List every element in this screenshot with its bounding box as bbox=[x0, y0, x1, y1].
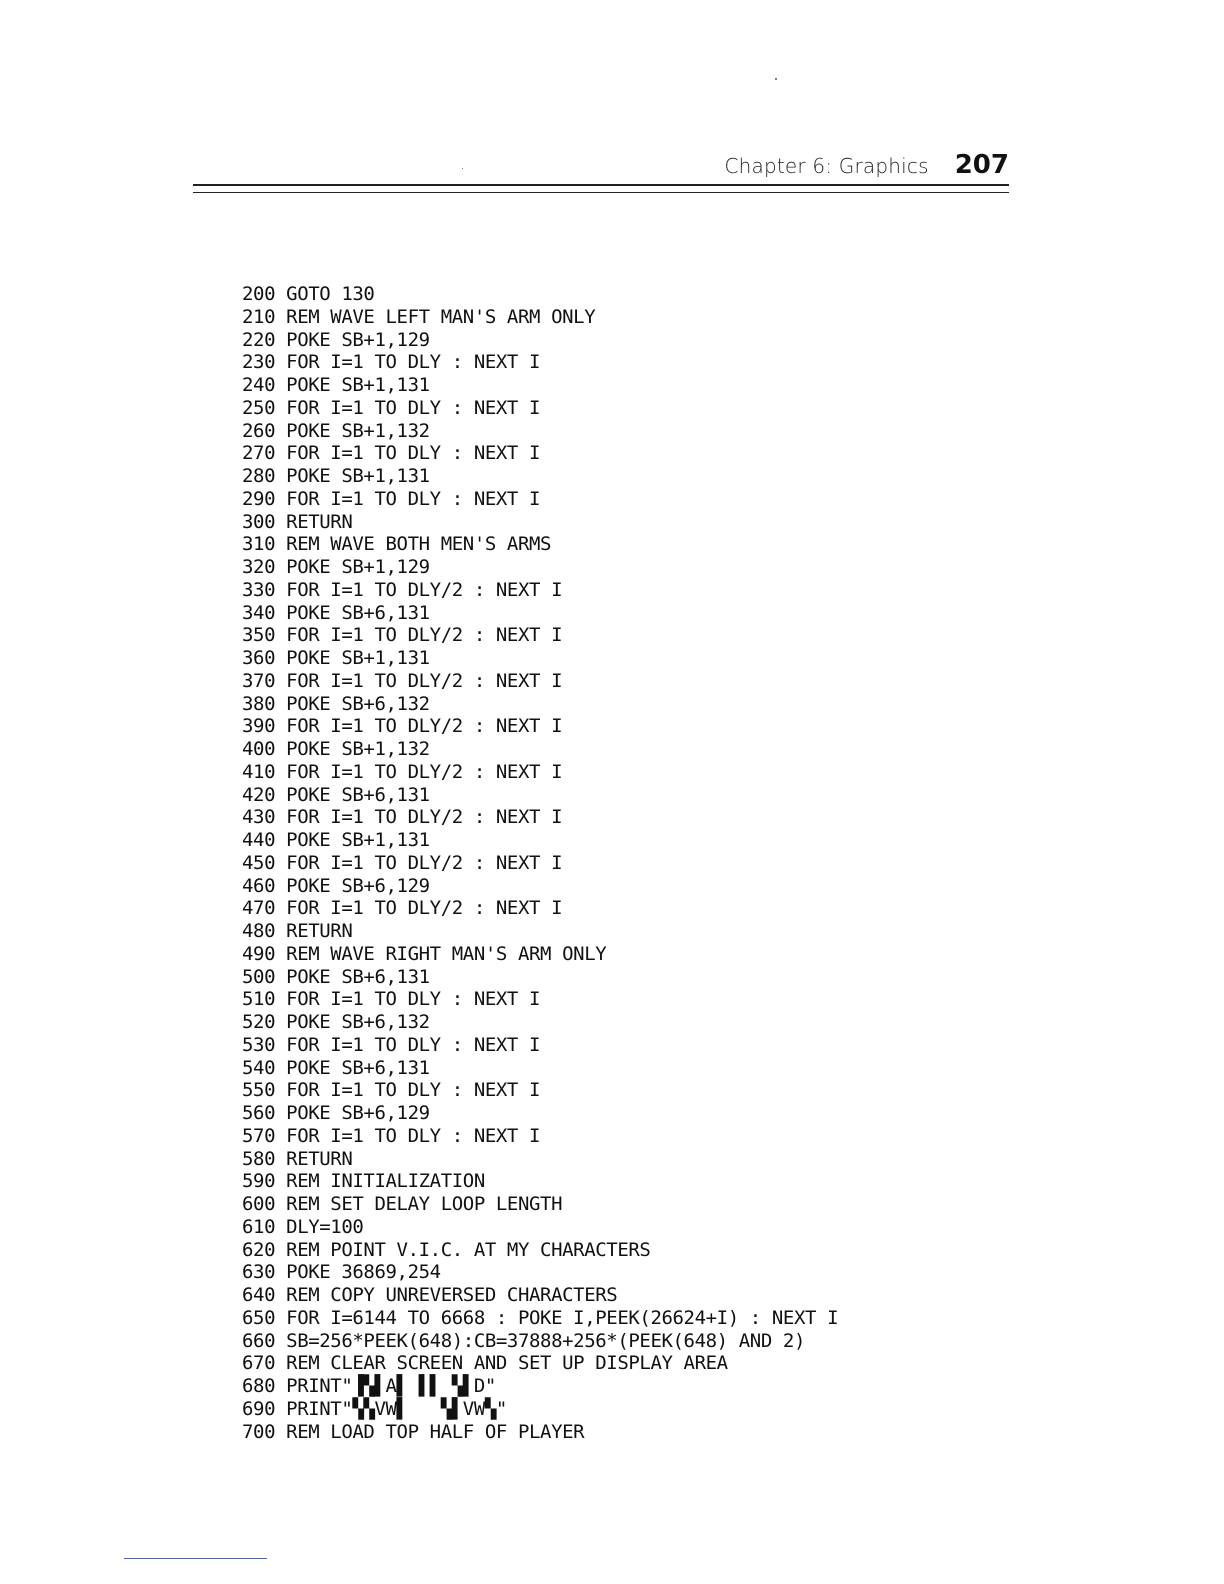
code-line: 470 FOR I=1 TO DLY/2 : NEXT I bbox=[242, 897, 563, 920]
code-line: 300 RETURN bbox=[242, 510, 353, 533]
code-line: 520 POKE SB+6,132 bbox=[242, 1011, 430, 1033]
code-line: 390 FOR I=1 TO DLY/2 : NEXT I bbox=[242, 715, 563, 738]
code-line: 420 POKE SB+6,131 bbox=[242, 783, 430, 806]
code-line: 350 FOR I=1 TO DLY/2 : NEXT I bbox=[242, 624, 563, 647]
footer-line bbox=[124, 1558, 267, 1559]
code-line: 620 REM POINT V.I.C. AT MY CHARACTERS bbox=[242, 1238, 651, 1261]
code-line: 210 REM WAVE LEFT MAN'S ARM ONLY bbox=[242, 305, 596, 328]
code-line: 340 POKE SB+6,131 bbox=[242, 601, 430, 624]
code-line: 430 FOR I=1 TO DLY/2 : NEXT I bbox=[242, 806, 563, 829]
code-line: 590 REM INITIALIZATION bbox=[242, 1170, 485, 1193]
code-line: 460 POKE SB+6,129 bbox=[242, 874, 430, 897]
code-line: 660 SB=256*PEEK(648):CB=37888+256*(PEEK(648) AND 2) bbox=[242, 1329, 805, 1352]
code-line: 680 PRINT"▐▚▌A▌ ▌▌ ▚▌D" bbox=[242, 1375, 496, 1397]
header-row bbox=[724, 150, 1009, 180]
code-line: 600 REM SET DELAY LOOP LENGTH bbox=[242, 1193, 563, 1215]
code-line: 480 RETURN bbox=[242, 920, 353, 942]
code-line: 280 POKE SB+1,131 bbox=[242, 465, 430, 487]
code-line: 250 FOR I=1 TO DLY : NEXT I bbox=[242, 396, 541, 419]
chapter-title: Chapter 6: Graphics bbox=[724, 154, 929, 178]
code-line: 650 FOR I=6144 TO 6668 : POKE I,PEEK(26624+I) : NEXT I bbox=[242, 1306, 839, 1329]
code-line: 440 POKE SB+1,131 bbox=[242, 829, 430, 851]
code-line: 570 FOR I=1 TO DLY : NEXT I bbox=[242, 1124, 541, 1147]
code-line: 400 POKE SB+1,132 bbox=[242, 738, 430, 760]
code-line: 490 REM WAVE RIGHT MAN'S ARM ONLY bbox=[242, 942, 607, 965]
code-line: 510 FOR I=1 TO DLY : NEXT I bbox=[242, 988, 541, 1011]
code-line: 290 FOR I=1 TO DLY : NEXT I bbox=[242, 487, 541, 510]
code-line: 540 POKE SB+6,131 bbox=[242, 1056, 430, 1079]
code-line: 380 POKE SB+6,132 bbox=[242, 692, 430, 715]
code-line: 310 REM WAVE BOTH MEN'S ARMS bbox=[242, 533, 552, 556]
code-line: 630 POKE 36869,254 bbox=[242, 1261, 441, 1284]
code-line: 700 REM LOAD TOP HALF OF PLAYER bbox=[242, 1420, 585, 1443]
code-line: 610 DLY=100 bbox=[242, 1215, 364, 1238]
code-line: 450 FOR I=1 TO DLY/2 : NEXT I bbox=[242, 851, 563, 874]
code-line: 640 REM COPY UNREVERSED CHARACTERS bbox=[242, 1284, 618, 1306]
scan-speck bbox=[462, 168, 463, 169]
code-line: 270 FOR I=1 TO DLY : NEXT I bbox=[242, 442, 541, 465]
code-line: 220 POKE SB+1,129 bbox=[242, 328, 430, 351]
page-number: 207 bbox=[954, 150, 1009, 180]
code-line: 690 PRINT"▚▚VW▌ ▚▌VW▚" bbox=[242, 1397, 507, 1420]
page-header bbox=[193, 150, 1009, 192]
code-line: 260 POKE SB+1,132 bbox=[242, 419, 430, 442]
code-line: 230 FOR I=1 TO DLY : NEXT I bbox=[242, 351, 541, 374]
scan-speck bbox=[775, 78, 777, 80]
code-line: 550 FOR I=1 TO DLY : NEXT I bbox=[242, 1079, 541, 1102]
code-line: 500 POKE SB+6,131 bbox=[242, 965, 430, 988]
code-line: 200 GOTO 130 bbox=[242, 283, 375, 305]
program-listing bbox=[242, 283, 838, 1443]
code-line: 530 FOR I=1 TO DLY : NEXT I bbox=[242, 1033, 541, 1056]
code-line: 320 POKE SB+1,129 bbox=[242, 556, 430, 578]
code-line: 580 RETURN bbox=[242, 1147, 353, 1170]
code-line: 330 FOR I=1 TO DLY/2 : NEXT I bbox=[242, 578, 563, 601]
code-line: 560 POKE SB+6,129 bbox=[242, 1102, 430, 1124]
header-rule-thin bbox=[193, 192, 1009, 193]
code-line: 370 FOR I=1 TO DLY/2 : NEXT I bbox=[242, 669, 563, 692]
code-line: 240 POKE SB+1,131 bbox=[242, 374, 430, 396]
code-line: 410 FOR I=1 TO DLY/2 : NEXT I bbox=[242, 760, 563, 783]
code-line: 360 POKE SB+1,131 bbox=[242, 647, 430, 669]
code-line: 670 REM CLEAR SCREEN AND SET UP DISPLAY AREA bbox=[242, 1352, 728, 1375]
header-rule-thick bbox=[193, 184, 1009, 186]
